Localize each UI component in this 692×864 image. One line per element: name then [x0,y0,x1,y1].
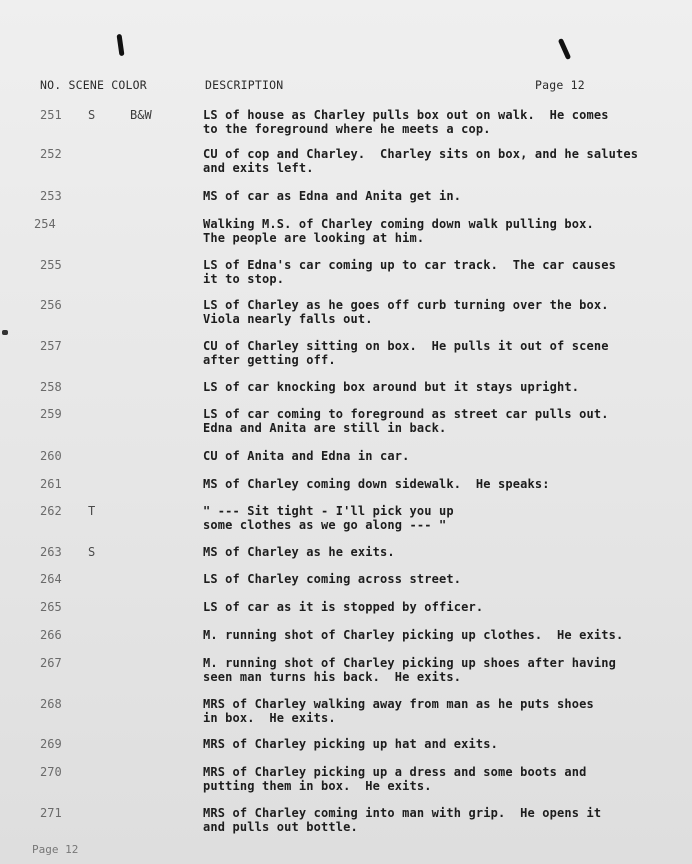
shot-number: 255 [40,258,62,272]
shot-number: 261 [40,477,62,491]
shot-description: LS of car knocking box around but it stays upright. [203,380,580,394]
shot-number: 257 [40,339,62,353]
shot-description: MS of Charley as he exits. [203,545,395,559]
shot-number: 258 [40,380,62,394]
shot-description: M. running shot of Charley picking up clothes. He exits. [203,628,624,642]
shot-description: MRS of Charley coming into man with grip. He opens it and pulls out bottle. [203,806,602,834]
shot-description: LS of Edna's car coming up to car track. The car causes it to stop. [203,258,616,286]
column-header-description: DESCRIPTION [205,78,284,92]
shot-scene: S [88,108,96,122]
shot-number: 263 [40,545,62,559]
shot-number: 269 [40,737,62,751]
shot-description: CU of Charley sitting on box. He pulls it out of scene after getting off. [203,339,609,367]
shot-number: 268 [40,697,62,711]
shot-number: 262 [40,504,62,518]
shot-number: 270 [40,765,62,779]
shot-number: 271 [40,806,62,820]
shot-description: MRS of Charley picking up a dress and some boots and putting them in box. He exits. [203,765,587,793]
shot-description: Walking M.S. of Charley coming down walk pulling box. The people are looking at him. [203,217,594,245]
shot-scene: T [88,504,96,518]
shot-description: LS of car as it is stopped by officer. [203,600,484,614]
shot-description: CU of cop and Charley. Charley sits on box, and he salutes and exits left. [203,147,639,175]
shot-color: B&W [130,108,152,122]
shot-number: 252 [40,147,62,161]
shot-number: 264 [40,572,62,586]
shot-description: LS of car coming to foreground as street car pulls out. Edna and Anita are still in back. [203,407,609,435]
shot-number: 254 [34,217,56,231]
shot-description: LS of Charley coming across street. [203,572,462,586]
shot-description: MS of car as Edna and Anita get in. [203,189,462,203]
column-header-no-scene-color: NO. SCENE COLOR [40,78,147,92]
shot-number: 265 [40,600,62,614]
punch-hole [558,38,572,60]
shot-number: 256 [40,298,62,312]
shot-number: 266 [40,628,62,642]
footer-page-number: Page 12 [32,843,79,856]
punch-hole [116,34,124,56]
shot-description: MRS of Charley walking away from man as he puts shoes in box. He exits. [203,697,594,725]
shot-scene: S [88,545,96,559]
shot-number: 251 [40,108,62,122]
shot-number: 259 [40,407,62,421]
shot-description: M. running shot of Charley picking up shoes after having seen man turns his back. He exits. [203,656,616,684]
shot-number: 267 [40,656,62,670]
shot-description: MS of Charley coming down sidewalk. He speaks: [203,477,550,491]
shot-description: LS of house as Charley pulls box out on walk. He comes to the foreground where he meets a cop. [203,108,609,136]
shot-number: 253 [40,189,62,203]
margin-mark [2,330,8,335]
page-number: Page 12 [535,78,585,92]
shot-description: LS of Charley as he goes off curb turning over the box. Viola nearly falls out. [203,298,609,326]
shot-number: 260 [40,449,62,463]
shot-description: MRS of Charley picking up hat and exits. [203,737,498,751]
shot-description: " --- Sit tight - I'll pick you up some clothes as we go along --- " [203,504,454,532]
shot-description: CU of Anita and Edna in car. [203,449,410,463]
